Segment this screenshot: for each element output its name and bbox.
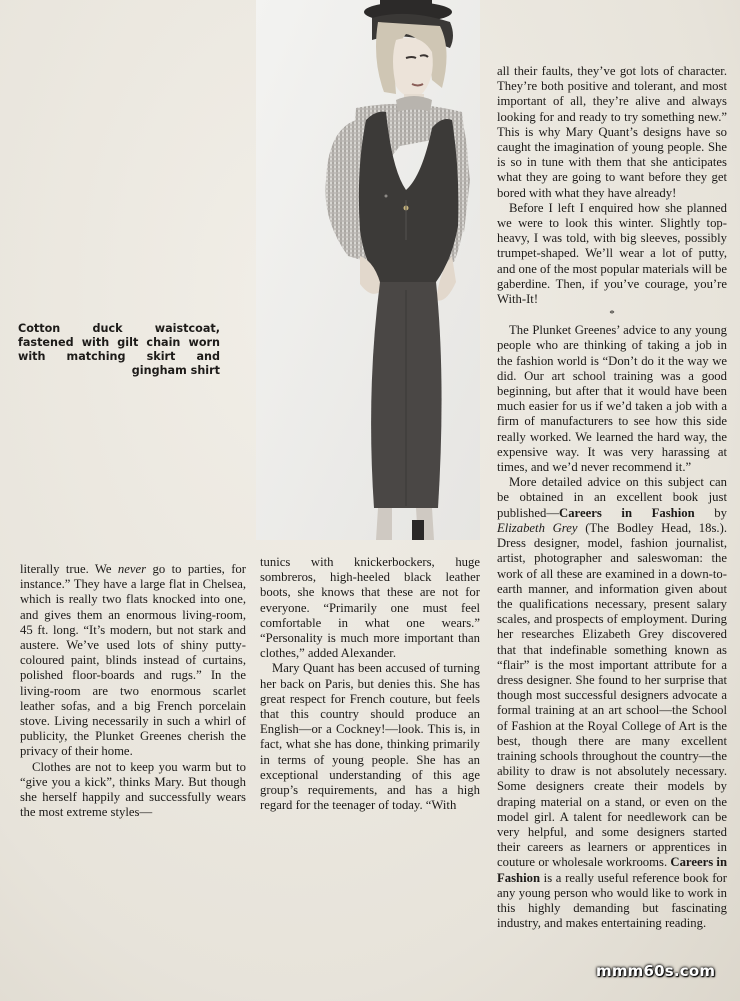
fashion-photo [256, 0, 480, 540]
book-title: Careers in Fashion [559, 505, 695, 520]
paragraph-text: is a really useful reference book for any young person who would like to work in this highly demanding but fascinating industry, and makes entertaining reading. [497, 870, 727, 931]
article-column-2 [260, 555, 480, 813]
paragraph-text: go to parties, for instance.” They have a large flat in Chelsea, which is really two flats knocked into one, and gives them an enormous living-room, 45 ft. long. “It’s modern, but not stark and austere. We’ve used lots of shiny putty-coloured paint, blinds instead of curtains, polished floor-boards and rugs.” In the living-room are two enormous scarlet leather sofas, and a big French porcelain stove. Living necessarily in such a whirl of publicity, the Plunket Greenes cherish the privacy of their home. [20, 562, 247, 759]
photo-caption: Cotton duck waistcoat, fastened with gilt chain worn with matching skirt and gingham shirt [18, 322, 220, 377]
column-3-paragraph-1: all their faults, they’ve got lots of character. They’re both positive and tolerant, and most important of all, they’re alive and always looking for and ready to try something new.” This is why Mary Quant’s designs have so caught the imagination of young people. She is so in tune with them that she anticipates what they are going to want before they get bored with what they have already! [497, 64, 727, 200]
section-divider: * [609, 308, 615, 321]
emphasis-text: never [117, 562, 147, 576]
paragraph-text: More detailed advice on this subject can be obtained in an excellent book just published— [497, 475, 727, 520]
column-1-paragraph-2: Clothes are not to keep you warm but to “give you a kick”, thinks Mary. But though she herself happily and successfully wears the most extreme styles— [20, 759, 246, 820]
paragraph-text: (The Bodley Head, 18s.). Dress designer, model, fashion journalist, artist, photographer and saleswoman: the work of all these are examined in a down-to-earth manner, and information given about the qualifications necessary, present salary scales, and prospects of employment. During her researches Elizabeth Grey discovered that that indefinable something known as “flair” is the most important attribute for a dress designer. She found to her surprise that though most successful designers advocate a formal training at an art school—the School of Fashion at the Royal College of Art is the best, though there are many excellent training schools throughout the country—the ability to draw is not absolutely necessary. Some designers create their models by draping material on a stand, or even on the model girl. A talent for needlework can be very helpful, and some designers started their careers as learners or apprentices in couture or wholesale workrooms. [497, 520, 727, 870]
site-watermark: mmm60s.com [596, 962, 716, 980]
article-column-3 [497, 64, 727, 931]
author-name: Elizabeth Grey [497, 520, 578, 535]
paragraph-text: by [694, 505, 727, 520]
column-3-paragraph-4 [497, 475, 727, 931]
paragraph-text: literally true. We [20, 562, 118, 576]
book-title: Careers in Fashion [497, 855, 727, 885]
model-illustration [256, 0, 480, 540]
column-3-paragraph-2: Before I left I enquired how she planned we were to look this winter. Slightly top-heavy, I was told, with big sleeves, possibly trumpet-shaped. We’ll wear a lot of putty, and one of the most popular materials will be gaberdine. Then, if you’ve courage, you’re With-It! [497, 200, 727, 307]
column-3-paragraph-3: The Plunket Greenes’ advice to any young people who are thinking of taking a job in the fashion world is “Don’t do it the way we did. Our art school training was a good beginning, but after that it would have been much easier for us if we’d taken a job with a firm of manufacturers to see how this side really worked. We learned the hard way, the expensive way. It was very harassing at times, and we’d never recommend it.” [497, 323, 727, 475]
article-column-1 [20, 562, 246, 820]
column-2-paragraph-1: tunics with knickerbockers, huge sombreros, high-heeled black leather boots, she knows that these are not for everyone. “Primarily one must feel comfortable in what one wears.” “Personality is much more important than clothes,” added Alexander. [260, 555, 480, 661]
column-2-paragraph-2: Mary Quant has been accused of turning her back on Paris, but denies this. She has great respect for French couture, but feels that this country should produce an English—or a Cockney!—look. This is, in fact, what she has done, thinking primarily in terms of young people. She has an exceptional understanding of this age group’s requirements, and has a high regard for the teenager of today. “With [260, 661, 480, 813]
column-1-paragraph-1 [20, 562, 246, 760]
